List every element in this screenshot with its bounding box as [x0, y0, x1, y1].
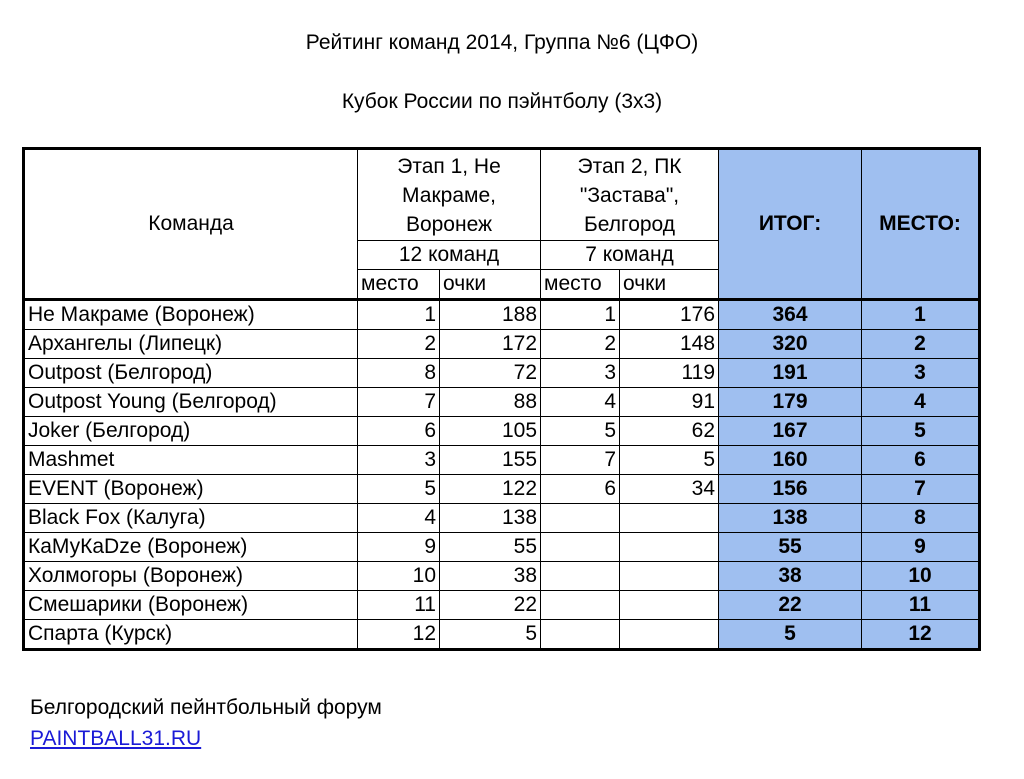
- total-cell: 179: [719, 388, 862, 417]
- page-title: Рейтинг команд 2014, Группа №6 (ЦФО): [305, 31, 699, 54]
- stage1-place-cell: 3: [358, 446, 440, 475]
- stage1-points-cell: 122: [440, 475, 541, 504]
- total-cell: 364: [719, 300, 862, 330]
- team-cell: Outpost (Белгород): [24, 359, 358, 388]
- table-row: [24, 620, 980, 650]
- team-cell: Холмогоры (Воронеж): [24, 562, 358, 591]
- team-cell: Не Макраме (Воронеж): [24, 300, 358, 330]
- stage1-place-cell: 2: [358, 330, 440, 359]
- header-team: Команда: [24, 149, 358, 300]
- stage2-place-cell: 4: [541, 388, 620, 417]
- total-cell: 22: [719, 591, 862, 620]
- place-cell: 4: [862, 388, 980, 417]
- place-cell: 6: [862, 446, 980, 475]
- stage1-place-cell: 7: [358, 388, 440, 417]
- stage1-points-cell: 172: [440, 330, 541, 359]
- stage2-place-cell: [541, 504, 620, 533]
- total-cell: 167: [719, 417, 862, 446]
- table-row: [24, 330, 980, 359]
- stage2-points-cell: 91: [620, 388, 719, 417]
- place-cell: 5: [862, 417, 980, 446]
- stage1-points-cell: 38: [440, 562, 541, 591]
- total-cell: 320: [719, 330, 862, 359]
- stage2-points-cell: 34: [620, 475, 719, 504]
- stage2-place-cell: [541, 591, 620, 620]
- team-cell: Mashmet: [24, 446, 358, 475]
- place-cell: 10: [862, 562, 980, 591]
- stage2-place-cell: [541, 620, 620, 650]
- table-row: [24, 504, 980, 533]
- stage2-points-cell: [620, 591, 719, 620]
- stage2-place-cell: 6: [541, 475, 620, 504]
- table-row: [24, 591, 980, 620]
- stage2-points-cell: [620, 504, 719, 533]
- team-cell: Joker (Белгород): [24, 417, 358, 446]
- stage2-points-cell: [620, 620, 719, 650]
- stage2-points-cell: [620, 533, 719, 562]
- stage2-place-cell: 5: [541, 417, 620, 446]
- place-cell: 12: [862, 620, 980, 650]
- table-row: [24, 300, 980, 330]
- header-s2-points: очки: [620, 270, 719, 300]
- stage2-place-cell: 3: [541, 359, 620, 388]
- table-row: [24, 533, 980, 562]
- header-stage2: Этап 2, ПК "Застава", Белгород: [541, 149, 719, 241]
- place-cell: 1: [862, 300, 980, 330]
- stage2-points-cell: 62: [620, 417, 719, 446]
- stage2-points-cell: 5: [620, 446, 719, 475]
- stage2-points-cell: [620, 562, 719, 591]
- place-cell: 2: [862, 330, 980, 359]
- stage1-points-cell: 155: [440, 446, 541, 475]
- stage1-points-cell: 188: [440, 300, 541, 330]
- stage1-points-cell: 72: [440, 359, 541, 388]
- table-row: [24, 417, 980, 446]
- stage1-place-cell: 4: [358, 504, 440, 533]
- place-cell: 7: [862, 475, 980, 504]
- header-s1-place: место: [358, 270, 440, 300]
- header-place: МЕСТО:: [862, 149, 980, 300]
- total-cell: 38: [719, 562, 862, 591]
- team-cell: Black Fox (Калуга): [24, 504, 358, 533]
- place-cell: 3: [862, 359, 980, 388]
- stage1-place-cell: 9: [358, 533, 440, 562]
- stage1-points-cell: 5: [440, 620, 541, 650]
- table-row: [24, 446, 980, 475]
- page-subtitle: Кубок России по пэйнтболу (3х3): [341, 90, 663, 113]
- stage1-place-cell: 8: [358, 359, 440, 388]
- table-row: [24, 562, 980, 591]
- header-s1-points: очки: [440, 270, 541, 300]
- team-cell: Outpost Young (Белгород): [24, 388, 358, 417]
- team-cell: Смешарики (Воронеж): [24, 591, 358, 620]
- stage2-place-cell: 2: [541, 330, 620, 359]
- header-stage1-teams: 12 команд: [358, 241, 541, 270]
- header-stage1: Этап 1, Не Макраме, Воронеж: [358, 149, 541, 241]
- stage2-points-cell: 148: [620, 330, 719, 359]
- total-cell: 191: [719, 359, 862, 388]
- stage2-place-cell: [541, 562, 620, 591]
- header-total: ИТОГ:: [719, 149, 862, 300]
- table-row: [24, 359, 980, 388]
- stage1-place-cell: 10: [358, 562, 440, 591]
- header-s2-place: место: [541, 270, 620, 300]
- stage1-points-cell: 88: [440, 388, 541, 417]
- table-row: [24, 388, 980, 417]
- stage1-place-cell: 6: [358, 417, 440, 446]
- total-cell: 160: [719, 446, 862, 475]
- stage1-place-cell: 1: [358, 300, 440, 330]
- stage1-points-cell: 138: [440, 504, 541, 533]
- place-cell: 11: [862, 591, 980, 620]
- team-cell: КаМуКаDze (Воронеж): [24, 533, 358, 562]
- team-cell: EVENT (Воронеж): [24, 475, 358, 504]
- stage2-place-cell: 1: [541, 300, 620, 330]
- stage1-place-cell: 12: [358, 620, 440, 650]
- header-stage2-teams: 7 команд: [541, 241, 719, 270]
- stage1-points-cell: 55: [440, 533, 541, 562]
- total-cell: 55: [719, 533, 862, 562]
- place-cell: 8: [862, 504, 980, 533]
- place-cell: 9: [862, 533, 980, 562]
- stage2-place-cell: [541, 533, 620, 562]
- team-cell: Спарта (Курск): [24, 620, 358, 650]
- total-cell: 156: [719, 475, 862, 504]
- stage1-points-cell: 22: [440, 591, 541, 620]
- table-row: [24, 475, 980, 504]
- rating-table: [22, 147, 981, 651]
- stage2-points-cell: 176: [620, 300, 719, 330]
- team-cell: Архангелы (Липецк): [24, 330, 358, 359]
- stage1-place-cell: 11: [358, 591, 440, 620]
- total-cell: 138: [719, 504, 862, 533]
- footer-forum-name: Белгородский пейнтбольный форум: [30, 696, 382, 719]
- stage2-points-cell: 119: [620, 359, 719, 388]
- total-cell: 5: [719, 620, 862, 650]
- stage1-points-cell: 105: [440, 417, 541, 446]
- stage1-place-cell: 5: [358, 475, 440, 504]
- stage2-place-cell: 7: [541, 446, 620, 475]
- footer-link[interactable]: PAINTBALL31.RU: [30, 727, 202, 750]
